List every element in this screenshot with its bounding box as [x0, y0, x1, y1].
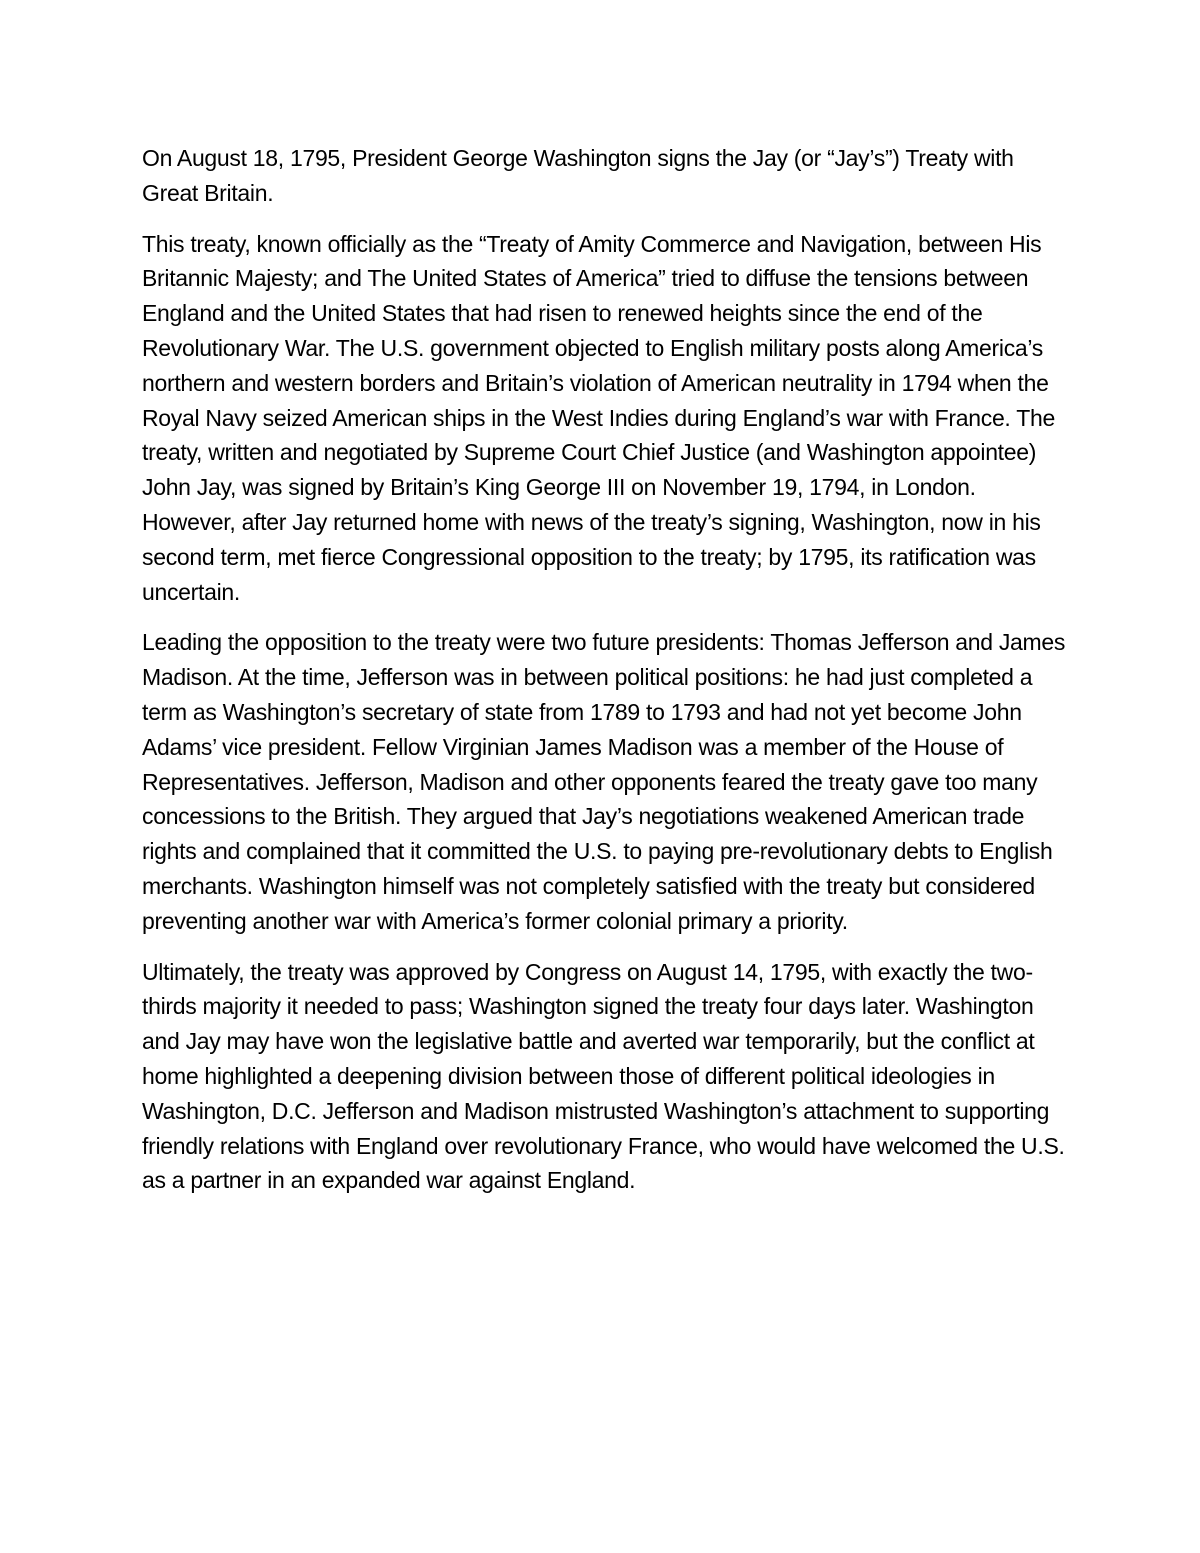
document-page: [142, 141, 1067, 1214]
paragraph-opposition: Leading the opposition to the treaty were two future presidents: Thomas Jefferson and James Madison. At the time, Jefferson was in between political positions: he had just completed a term as Washington’s secretary of state from 1789 to 1793 and had not yet become John Adams’ vice president. Fellow Virginian James Madison was a member of the House of Representatives. Jefferson, Madison and other opponents feared the treaty gave too many concessions to the British. They argued that Jay’s negotiations weakened American trade rights and complained that it committed the U.S. to paying pre-revolutionary debts to English merchants. Washington himself was not completely satisfied with the treaty but considered preventing another war with America’s former colonial primary a priority.: [142, 629, 1066, 934]
paragraph-intro: On August 18, 1795, President George Washington signs the Jay (or “Jay’s”) Treaty with Great Britain.: [142, 145, 1014, 206]
paragraph-ratification: Ultimately, the treaty was approved by Congress on August 14, 1795, with exactly the two-thirds majority it needed to pass; Washington signed the treaty four days later. Washington and Jay may have won the legislative battle and averted war temporarily, but the conflict at home highlighted a deepening division between those of different political ideologies in Washington, D.C. Jefferson and Madison mistrusted Washington’s attachment to supporting friendly relations with England over revolutionary France, who would have welcomed the U.S. as a partner in an expanded war against England.: [142, 958, 1065, 1194]
paragraph-treaty-background: This treaty, known officially as the “Treaty of Amity Commerce and Navigation, between His Britannic Majesty; and The United States of America” tried to diffuse the tensions between England and the United States that had risen to renewed heights since the end of the Revolutionary War. The U.S. government objected to English military posts along America’s northern and western borders and Britain’s violation of American neutrality in 1794 when the Royal Navy seized American ships in the West Indies during England’s war with France. The treaty, written and negotiated by Supreme Court Chief Justice (and Washington appointee) John Jay, was signed by Britain’s King George III on November 19, 1794, in London. However, after Jay returned home with news of the treaty’s signing, Washington, now in his second term, met fierce Congressional opposition to the treaty; by 1795, its ratification was uncertain.: [142, 230, 1055, 605]
